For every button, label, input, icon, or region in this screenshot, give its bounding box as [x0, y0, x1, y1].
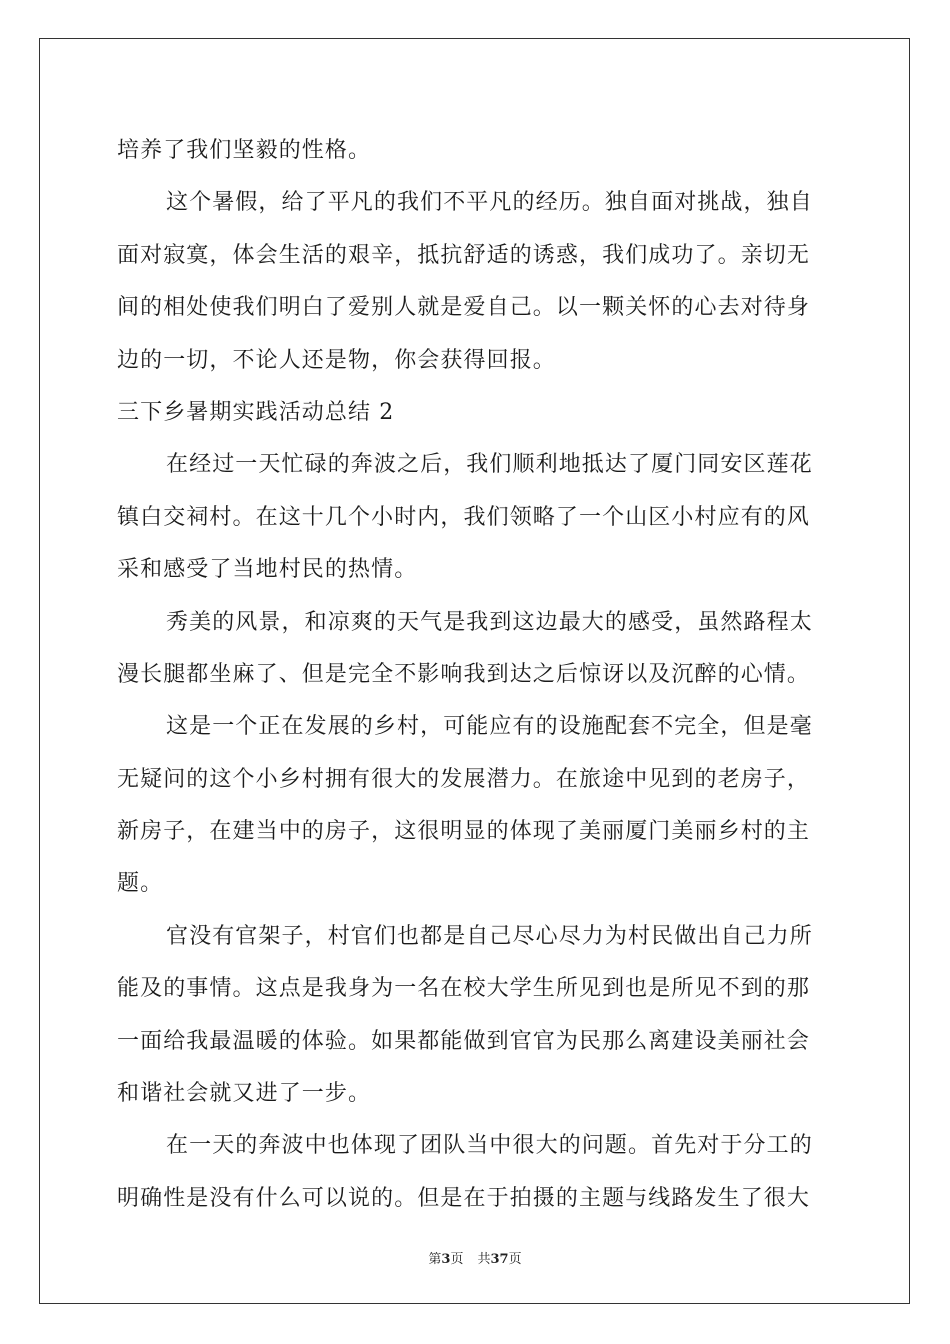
text-line: 面对寂寞，体会生活的艰辛，抵抗舒适的诱惑，我们成功了。亲切无 — [117, 242, 811, 268]
footer-page-prefix: 第 — [428, 1252, 442, 1267]
text-line: 间的相处使我们明白了爱别人就是爱自己。以一颗关怀的心去对待身 — [117, 295, 811, 321]
text-line: 一面给我最温暖的体验。如果都能做到官官为民那么离建设美丽社会 — [117, 1028, 811, 1054]
text-line: 三下乡暑期实践活动总结 2 — [117, 399, 395, 425]
text-line: 培养了我们坚毅的性格。 — [117, 138, 372, 163]
footer-total-prefix: 共 — [477, 1252, 491, 1267]
text-line: 新房子，在建当中的房子，这很明显的体现了美丽厦门美丽乡村的主 — [117, 819, 811, 845]
text-line: 能及的事情。这点是我身为一名在校大学生所见到也是所见不到的那 — [117, 976, 811, 1002]
footer-total-pages: 37 — [490, 1252, 509, 1267]
text-line: 漫长腿都坐麻了、但是完全不影响我到达之后惊讶以及沉醉的心情。 — [117, 661, 811, 687]
footer-page-suffix: 页 — [450, 1252, 464, 1267]
text-line: 官没有官架子，村官们也都是自己尽心尽力为村民做出自己力所 — [166, 923, 813, 949]
text-line: 这是一个正在发展的乡村，可能应有的设施配套不完全，但是毫 — [166, 714, 813, 740]
footer-total-suffix: 页 — [508, 1252, 522, 1267]
text-line: 边的一切，不论人还是物，你会获得回报。 — [117, 347, 556, 373]
text-line: 无疑问的这个小乡村拥有很大的发展潜力。在旅途中见到的老房子， — [117, 766, 811, 792]
text-line: 在经过一天忙碌的奔波之后，我们顺利地抵达了厦门同安区莲花 — [166, 452, 813, 478]
document-body — [117, 125, 833, 1225]
footer-page-number: 3 — [441, 1252, 451, 1267]
text-line: 在一天的奔波中也体现了团队当中很大的问题。首先对于分工的 — [166, 1133, 813, 1159]
text-line: 和谐社会就又进了一步。 — [117, 1081, 372, 1107]
text-line: 这个暑假，给了平凡的我们不平凡的经历。独自面对挑战，独自 — [166, 190, 813, 216]
text-line: 明确性是没有什么可以说的。但是在于拍摄的主题与线路发生了很大 — [117, 1185, 811, 1211]
text-line: 题。 — [117, 871, 164, 897]
page-footer — [0, 1248, 950, 1267]
text-line: 镇白交祠村。在这十几个小时内，我们领略了一个山区小村应有的风 — [117, 504, 811, 530]
text-line: 秀美的风景，和凉爽的天气是我到这边最大的感受，虽然路程太 — [166, 609, 813, 635]
text-line: 采和感受了当地村民的热情。 — [117, 557, 418, 583]
